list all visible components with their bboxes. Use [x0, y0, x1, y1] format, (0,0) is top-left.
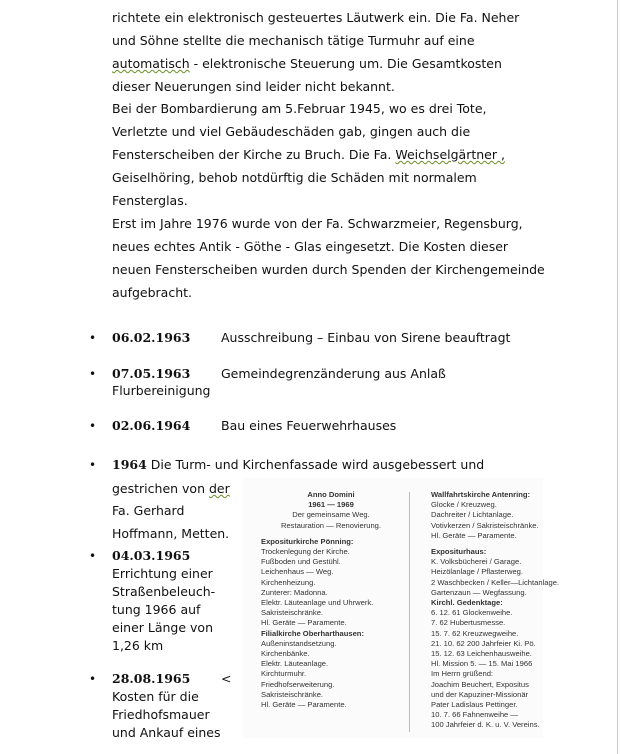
paragraph-line: aufgebracht. [112, 285, 193, 300]
paragraph-line: dieser Neuerungen sind leider nicht bekannt. [112, 79, 395, 94]
paragraph-line: Geiselhöring, behob notdürftig die Schäden mit normalem [112, 170, 477, 185]
scan-line: K. Volksbücherei / Garage. [431, 557, 522, 567]
scan-line: Heizölanlage / Pflasterweg. [431, 567, 524, 577]
scan-line: Hl. Geräte — Paramente. [261, 618, 347, 628]
scan-line: Hl. Geräte — Paramente. [261, 700, 347, 710]
item-text: tung 1966 auf [112, 602, 201, 617]
scan-line: 21. 10. 62 200 Jahrfeier Ki. Pö. [431, 638, 536, 648]
scan-line: Votivkerzen / Sakristeischränke. [431, 520, 539, 530]
bullet-icon: • [89, 367, 97, 381]
scan-line: Dachreiter / Lichtanlage. [431, 510, 514, 520]
item-date: 02.06.1964 [112, 418, 191, 433]
item-text: 1964 Die Turm- und Kirchenfassade wird ausgebessert und [112, 457, 485, 472]
scan-line: 10. 7. 66 Fahnenweihe — [431, 710, 518, 720]
scan-line: Friedhofserweiterung. [261, 679, 335, 689]
scan-line: 100 Jahrfeier d. K. u. V. Vereins. [431, 720, 540, 730]
scan-line: Außeninstandsetzung. [261, 638, 337, 648]
scan-line: Kirchenheizung. [261, 577, 316, 587]
scan-line: und der Kapuziner-Missionär [431, 689, 529, 699]
item-text: Flurbereinigung [112, 383, 211, 398]
scan-line: Hl. Geräte — Paramente. [431, 530, 517, 540]
item-date: 28.08.1965 [112, 671, 191, 686]
item-date: 06.02.1963 [112, 330, 191, 345]
item-text: Bau eines Feuerwehrhauses [221, 418, 397, 433]
item-text: einer Länge von [112, 620, 214, 635]
spellcheck-word: automatisch [112, 56, 190, 71]
item-date: 1964 [112, 457, 147, 472]
item-date: 07.05.1963 [112, 366, 191, 381]
scan-line: Filialkirche Oberharthausen: [261, 628, 364, 638]
bullet-icon: • [89, 419, 97, 433]
scan-line: 7. 62 Hubertusmesse. [431, 618, 506, 628]
bullet-icon: • [89, 549, 97, 563]
scan-line: Joachim Beuchert, Expositus [431, 679, 529, 689]
spellcheck-word: Weichselgärtner , [395, 147, 505, 162]
paragraph-line: Erst im Jahre 1976 wurde von der Fa. Schwarzmeier, Regensburg, [112, 216, 523, 231]
item-text: Hoffmann, Metten. [112, 526, 230, 541]
scan-line: 1961 — 1969 [308, 500, 354, 510]
paragraph-line: Verletzte und viel Gebäudeschäden gab, gingen auch die [112, 124, 471, 139]
scan-line: Kirchenbänke. [261, 649, 310, 659]
scan-line: Pater Ladislaus Pettinger. [431, 700, 518, 710]
item-text: Straßenbeleuch- [112, 584, 216, 599]
bullet-icon: • [89, 331, 97, 345]
item-text: Kosten für die [112, 689, 199, 704]
item-text: Friedhofsmauer [112, 707, 210, 722]
scan-line: Elektr. Läuteanlage und Uhrwerk. [261, 598, 374, 608]
scan-right-column [431, 490, 560, 731]
scan-left-column [261, 490, 401, 710]
paragraph-line: Fensterglas. [112, 193, 188, 208]
scan-line: Wallfahrtskirche Antenring: [431, 490, 531, 499]
item-date: 04.03.1965 [112, 548, 191, 563]
paragraph-line: Bei der Bombardierung am 5.Februar 1945, wo es drei Tote, [112, 101, 487, 116]
scan-line: Elektr. Läuteanlage. [261, 659, 329, 669]
paragraph-line: richtete ein elektronisch gesteuertes Läutwerk ein. Die Fa. Neher [112, 10, 520, 25]
paragraph-line: Fensterscheiben der Kirche zu Bruch. Die Fa. Weichselgärtner , [112, 147, 505, 162]
scan-line: Der gemeinsame Weg. [292, 510, 370, 520]
scan-line: Expositurkirche Pönning: [261, 536, 354, 546]
scan-line: Anno Domini [307, 490, 355, 499]
item-text: Fa. Gerhard [112, 503, 185, 518]
scan-line: Leichenhaus — Weg. [261, 567, 334, 577]
item-text: 1,26 km [112, 638, 164, 653]
scan-line: Sakristeischränke. [261, 608, 324, 618]
item-text: gestrichen von der [112, 481, 230, 496]
scan-line: Kirchl. Gedenktage: [431, 598, 503, 608]
scan-line: 15. 7. 62 Kreuzwegweihe. [431, 628, 519, 638]
scan-line: 6. 12. 61 Glockenweihe. [431, 608, 513, 618]
scan-line: Fußboden und Gestühl. [261, 557, 341, 567]
scan-line: Trockenlegung der Kirche. [261, 547, 350, 557]
item-text: Ausschreibung – Einbau von Sirene beauftragt [221, 330, 511, 345]
item-mark: < [221, 671, 232, 686]
scanned-chronicle-image [243, 478, 560, 738]
paragraph-line: neuen Fensterscheiben wurden durch Spenden der Kirchengemeinde [112, 262, 545, 277]
scan-line: Kirchturmuhr. [261, 669, 307, 679]
scan-line: Sakristeischränke. [261, 689, 324, 699]
item-text: Errichtung einer [112, 566, 213, 581]
item-text: und Ankauf eines [112, 725, 221, 740]
scan-line: Hl. Mission 5. — 15. Mai 1966 [431, 659, 533, 669]
spellcheck-word: der [208, 481, 230, 496]
scan-line: Glocke / Kreuzweg. [431, 500, 497, 510]
scan-line: Restauration — Renovierung. [280, 520, 382, 530]
scan-line: Expositurhaus: [431, 547, 487, 557]
paragraph-line: und Söhne stellte die mechanisch tätige Turmuhr auf eine [112, 33, 475, 48]
paragraph-line: automatisch - elektronische Steuerung um. Die Gesamtkosten [112, 56, 502, 71]
scan-line: Zunterer: Madonna. [261, 587, 328, 597]
scan-column-divider [409, 492, 410, 732]
scan-line: Gartenzaun — Wegfassung. [431, 587, 527, 597]
item-text: Gemeindegrenzänderung aus Anlaß [221, 366, 446, 381]
paragraph-line: neues echtes Antik - Göthe - Glas eingesetzt. Die Kosten dieser [112, 239, 509, 254]
bullet-icon: • [89, 672, 97, 686]
page-right-border [617, 0, 618, 754]
scan-line: 15. 12. 63 Leichenhausweihe. [431, 649, 532, 659]
scan-line: Im Herrn grüßend: [431, 669, 494, 679]
scan-line: 2 Waschbecken / Keller—Lichtanlage. [431, 577, 560, 587]
bullet-icon: • [89, 458, 97, 472]
